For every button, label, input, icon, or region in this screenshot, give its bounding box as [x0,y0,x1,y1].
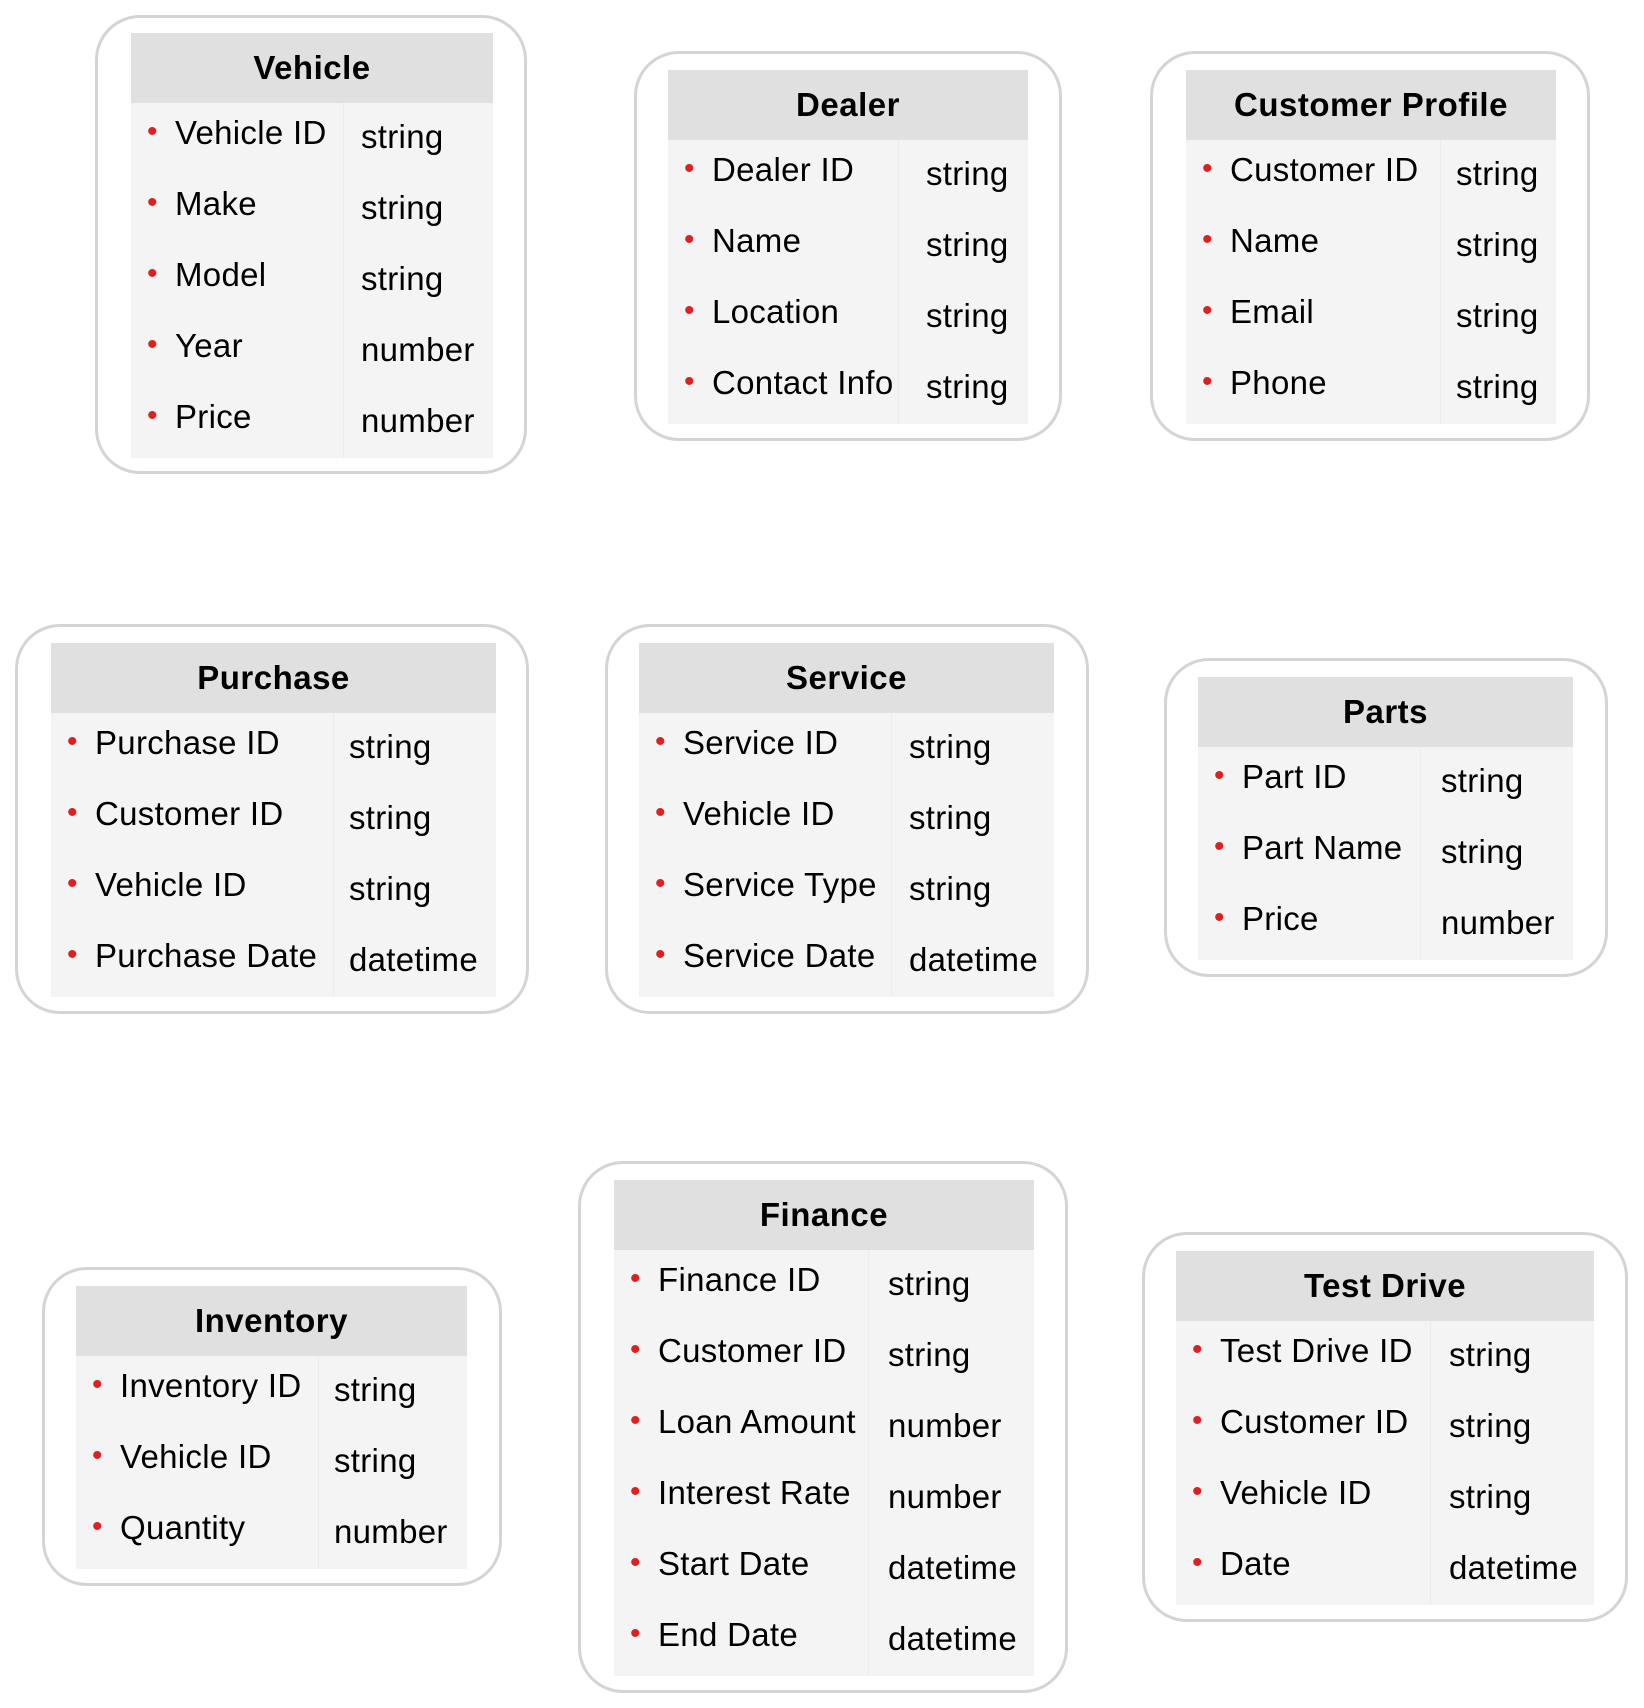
column-divider [891,784,892,855]
column-divider [891,855,892,926]
field-row [668,211,1028,282]
field-name: Finance ID [658,1261,821,1298]
field-name: Customer ID [658,1332,847,1369]
entity-vehicle [95,15,527,474]
column-divider [333,855,334,926]
field-type: string [1441,833,1524,870]
entity-finance [578,1161,1068,1693]
field-type: number [334,1513,448,1550]
field-row [614,1463,1034,1534]
bullet-icon: • [147,115,158,148]
field-type: string [1449,1478,1532,1515]
bullet-icon: • [1192,1546,1203,1579]
column-divider [1430,1534,1431,1605]
entity-title: Service [639,643,1054,713]
bullet-icon: • [630,1546,641,1579]
field-type: string [888,1336,971,1373]
column-divider [343,103,344,174]
column-divider [318,1356,319,1427]
field-type: string [909,799,992,836]
field-row [668,353,1028,424]
bullet-icon: • [684,223,695,256]
field-name: Location [712,293,840,330]
entity-table [51,643,496,997]
bullet-icon: • [655,725,666,758]
entity-title: Test Drive [1176,1251,1594,1321]
field-type: string [361,118,444,155]
field-type: string [909,870,992,907]
bullet-icon: • [67,796,78,829]
field-type: string [334,1442,417,1479]
field-row [1186,353,1556,424]
field-name: Customer ID [1220,1403,1409,1440]
bullet-icon: • [1214,830,1225,863]
field-name: Start Date [658,1545,810,1582]
entity-table [76,1286,467,1569]
field-row [614,1321,1034,1392]
field-row [668,282,1028,353]
field-row [131,174,493,245]
field-name: Part Name [1242,829,1403,866]
field-row [131,387,493,458]
entity-title: Finance [614,1180,1034,1250]
field-name: Price [175,398,252,435]
bullet-icon: • [1192,1475,1203,1508]
field-row [614,1605,1034,1676]
field-row [1176,1321,1594,1392]
bullet-icon: • [630,1475,641,1508]
column-divider [1420,818,1421,889]
bullet-icon: • [147,186,158,219]
field-type: string [349,870,432,907]
field-type: string [349,799,432,836]
field-name: Purchase ID [95,724,280,761]
bullet-icon: • [1214,901,1225,934]
field-name: Service Date [683,937,876,974]
field-type: datetime [888,1549,1017,1586]
column-divider [868,1534,869,1605]
field-name: Name [1230,222,1320,259]
field-name: Contact Info [712,364,894,401]
bullet-icon: • [630,1617,641,1650]
field-row [639,926,1054,997]
field-name: Customer ID [1230,151,1419,188]
field-type: string [334,1371,417,1408]
field-type: datetime [888,1620,1017,1657]
field-name: Dealer ID [712,151,855,188]
entity-test-drive [1142,1232,1628,1622]
entity-service [605,624,1089,1014]
field-name: Service ID [683,724,839,761]
bullet-icon: • [1202,365,1213,398]
field-row [131,316,493,387]
field-name: Date [1220,1545,1291,1582]
field-name: Year [175,327,243,364]
field-name: Test Drive ID [1220,1332,1413,1369]
field-row [1198,889,1573,960]
field-row [76,1427,467,1498]
column-divider [333,926,334,997]
bullet-icon: • [147,328,158,361]
entity-title: Vehicle [131,33,493,103]
field-type: number [361,402,475,439]
column-divider [868,1321,869,1392]
field-type: string [361,260,444,297]
field-name: Vehicle ID [175,114,327,151]
field-row [639,713,1054,784]
field-type: string [1456,297,1539,334]
field-row [1198,747,1573,818]
bullet-icon: • [1192,1404,1203,1437]
column-divider [898,353,899,424]
column-divider [891,713,892,784]
entity-table [1176,1251,1594,1605]
field-name: Service Type [683,866,877,903]
field-type: string [361,189,444,226]
field-name: Email [1230,293,1315,330]
field-type: string [909,728,992,765]
entity-title: Inventory [76,1286,467,1356]
field-row [51,926,496,997]
field-row [1176,1534,1594,1605]
bullet-icon: • [92,1439,103,1472]
field-row [1186,140,1556,211]
field-row [1176,1392,1594,1463]
column-divider [343,387,344,458]
column-divider [891,926,892,997]
field-type: string [926,226,1009,263]
field-type: string [1449,1407,1532,1444]
field-row [1198,818,1573,889]
field-name: Price [1242,900,1319,937]
field-row [51,784,496,855]
field-row [76,1498,467,1569]
field-row [639,855,1054,926]
entity-parts [1164,658,1608,977]
field-name: Interest Rate [658,1474,851,1511]
field-row [1186,211,1556,282]
field-name: Vehicle ID [683,795,835,832]
entity-title: Parts [1198,677,1573,747]
field-name: Customer ID [95,795,284,832]
field-name: Name [712,222,802,259]
bullet-icon: • [67,867,78,900]
bullet-icon: • [147,399,158,432]
column-divider [343,316,344,387]
entity-purchase [15,624,529,1014]
bullet-icon: • [684,152,695,185]
bullet-icon: • [655,796,666,829]
field-type: number [888,1407,1002,1444]
field-name: Make [175,185,257,222]
bullet-icon: • [1192,1333,1203,1366]
entity-title: Customer Profile [1186,70,1556,140]
entity-title: Purchase [51,643,496,713]
field-type: string [1456,368,1539,405]
entity-table [131,33,493,458]
field-type: number [888,1478,1002,1515]
column-divider [868,1250,869,1321]
column-divider [868,1463,869,1534]
field-row [1186,282,1556,353]
entity-title: Dealer [668,70,1028,140]
field-name: Part ID [1242,758,1347,795]
field-name: End Date [658,1616,798,1653]
field-name: Vehicle ID [120,1438,272,1475]
bullet-icon: • [147,257,158,290]
bullet-icon: • [92,1368,103,1401]
entity-table [668,70,1028,424]
bullet-icon: • [630,1262,641,1295]
column-divider [898,282,899,353]
column-divider [343,174,344,245]
entity-table [1198,677,1573,960]
column-divider [318,1498,319,1569]
field-row [51,713,496,784]
bullet-icon: • [67,725,78,758]
field-name: Model [175,256,267,293]
column-divider [1440,140,1441,211]
field-name: Purchase Date [95,937,318,974]
field-name: Vehicle ID [1220,1474,1372,1511]
entity-dealer [634,51,1062,441]
field-type: datetime [349,941,478,978]
bullet-icon: • [1202,152,1213,185]
field-type: datetime [909,941,1038,978]
entity-table [1186,70,1556,424]
column-divider [1420,747,1421,818]
column-divider [1430,1321,1431,1392]
entity-table [639,643,1054,997]
column-divider [333,784,334,855]
column-divider [868,1605,869,1676]
field-name: Inventory ID [120,1367,302,1404]
bullet-icon: • [67,938,78,971]
field-row [131,245,493,316]
field-type: datetime [1449,1549,1578,1586]
field-type: string [1456,226,1539,263]
column-divider [1440,282,1441,353]
column-divider [868,1392,869,1463]
field-type: string [349,728,432,765]
field-type: string [926,155,1009,192]
bullet-icon: • [92,1510,103,1543]
field-type: number [361,331,475,368]
column-divider [1430,1392,1431,1463]
field-row [614,1534,1034,1605]
bullet-icon: • [655,867,666,900]
bullet-icon: • [1214,759,1225,792]
column-divider [343,245,344,316]
column-divider [1430,1463,1431,1534]
field-row [614,1250,1034,1321]
field-name: Loan Amount [658,1403,856,1440]
bullet-icon: • [684,294,695,327]
field-type: string [926,368,1009,405]
field-type: string [1441,762,1524,799]
column-divider [1440,353,1441,424]
field-row [131,103,493,174]
column-divider [1440,211,1441,282]
bullet-icon: • [630,1333,641,1366]
entity-inventory [42,1267,502,1586]
bullet-icon: • [684,365,695,398]
field-name: Phone [1230,364,1327,401]
entity-customer-profile [1150,51,1590,441]
field-row [614,1392,1034,1463]
field-row [76,1356,467,1427]
column-divider [333,713,334,784]
field-type: string [926,297,1009,334]
field-row [668,140,1028,211]
field-name: Vehicle ID [95,866,247,903]
field-type: string [1456,155,1539,192]
field-row [1176,1463,1594,1534]
entity-table [614,1180,1034,1676]
column-divider [898,140,899,211]
column-divider [318,1427,319,1498]
bullet-icon: • [1202,294,1213,327]
column-divider [898,211,899,282]
field-row [51,855,496,926]
field-name: Quantity [120,1509,246,1546]
bullet-icon: • [655,938,666,971]
bullet-icon: • [1202,223,1213,256]
field-row [639,784,1054,855]
column-divider [1420,889,1421,960]
field-type: string [1449,1336,1532,1373]
bullet-icon: • [630,1404,641,1437]
field-type: number [1441,904,1555,941]
field-type: string [888,1265,971,1302]
